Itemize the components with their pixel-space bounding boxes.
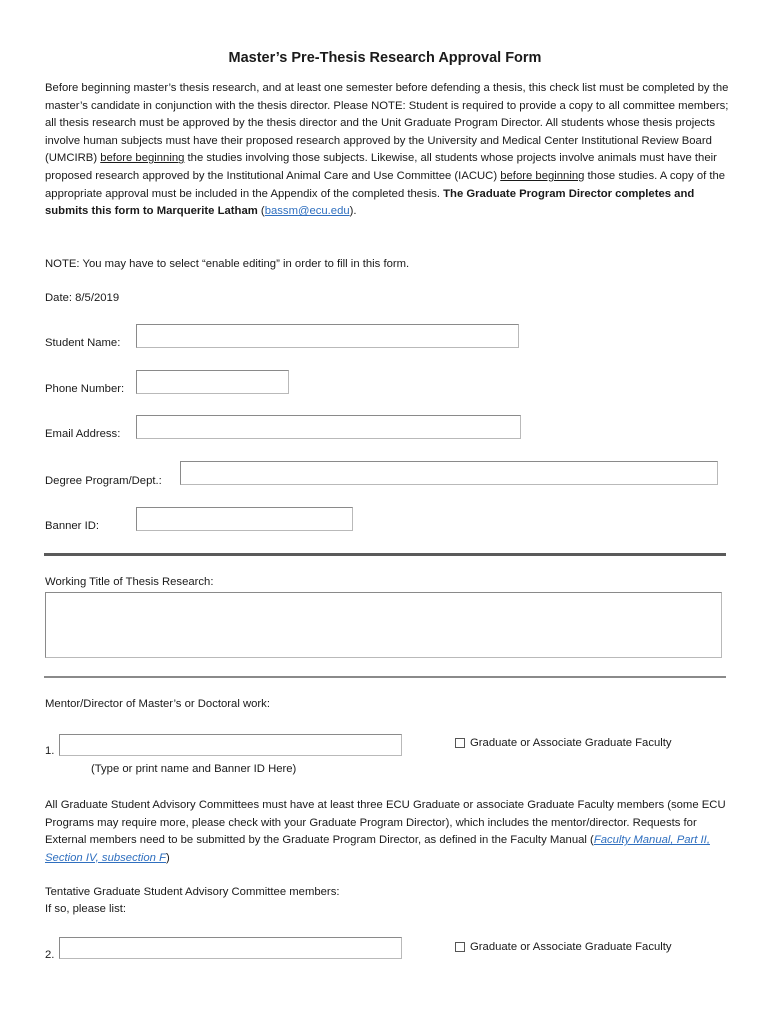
section-divider-2 bbox=[44, 676, 726, 678]
intro-underline-2: before beginning bbox=[500, 169, 585, 182]
member-1-number: 1. bbox=[45, 745, 55, 757]
intro-paragraph bbox=[45, 80, 735, 221]
member-2-faculty-checkbox[interactable] bbox=[455, 942, 465, 952]
page-title: Master’s Pre-Thesis Research Approval Form bbox=[228, 50, 542, 66]
member-1-checkbox-label: Graduate or Associate Graduate Faculty bbox=[470, 737, 672, 749]
form-date: Date: 8/5/2019 bbox=[45, 292, 120, 304]
degree-program-field[interactable] bbox=[180, 461, 718, 485]
student-name-label: Student Name: bbox=[45, 337, 121, 349]
tentative-members-heading: Tentative Graduate Student Advisory Committee members: bbox=[45, 886, 340, 898]
intro-text-3: those studies. A copy of the appropriate approval must be included in the Appendix of the completed thesis. bbox=[45, 169, 726, 200]
banner-id-label: Banner ID: bbox=[45, 520, 100, 532]
faculty-manual-link[interactable]: Faculty Manual, Part II, Section IV, subsection F bbox=[45, 834, 710, 864]
member-1-field[interactable] bbox=[59, 734, 402, 756]
phone-number-label: Phone Number: bbox=[45, 383, 125, 395]
intro-text-1: Before beginning master’s thesis research, and at least one semester before defending a thesis, this check list must be completed by the master’s candidate in conjunction with the thesis director. Please NOTE: Student is required to provide a copy to all committee members; all thesis research must be approved by the thesis director and the Unit Graduate Program Director. All students whose thesis projects involve human subjects must have their proposed research approved by the University and Medical Center Institutional Review Board (UMCIRB) bbox=[45, 82, 729, 165]
enable-editing-note: NOTE: You may have to select “enable editing” in order to fill in this form. bbox=[45, 258, 410, 270]
intro-text-5: ). bbox=[349, 205, 357, 218]
intro-text-2: the studies involving those subjects. Likewise, all students whose projects involve animals must have their proposed research approved by the Institutional Animal Care and Use Committee (IACUC) bbox=[45, 152, 717, 182]
committee-paragraph bbox=[45, 797, 735, 867]
email-address-label: Email Address: bbox=[45, 428, 121, 440]
mentor-label: Mentor/Director of Master’s or Doctoral work: bbox=[45, 698, 270, 710]
intro-bold-text: The Graduate Program Director completes and submits this form to Marquerite Latham bbox=[45, 187, 695, 218]
banner-id-field[interactable] bbox=[136, 507, 353, 531]
intro-text-4: ( bbox=[257, 205, 265, 218]
member-1-hint: (Type or print name and Banner ID Here) bbox=[91, 763, 297, 775]
student-name-field[interactable] bbox=[136, 324, 519, 348]
working-title-label: Working Title of Thesis Research: bbox=[45, 576, 214, 588]
section-divider bbox=[44, 553, 726, 556]
phone-number-field[interactable] bbox=[136, 370, 289, 394]
working-title-field[interactable] bbox=[45, 592, 722, 658]
member-2-number: 2. bbox=[45, 949, 55, 961]
member-1-faculty-checkbox[interactable] bbox=[455, 738, 465, 748]
email-address-field[interactable] bbox=[136, 415, 521, 439]
intro-underline-1: before beginning bbox=[100, 152, 185, 165]
member-2-checkbox-label: Graduate or Associate Graduate Faculty bbox=[470, 941, 672, 953]
member-2-field[interactable] bbox=[59, 937, 402, 959]
degree-program-label: Degree Program/Dept.: bbox=[45, 475, 162, 487]
committee-text-1: All Graduate Student Advisory Committees must have at least three ECU Graduate or associate Graduate Faculty members (some ECU Programs may require more, please check with your Graduate Program Director), which includes the mentor/director. Requests for External members need to be submitted by the Graduate Program Director, as defined in the Faculty Manual ( bbox=[45, 799, 726, 847]
committee-text-2: ) bbox=[165, 851, 170, 864]
tentative-members-subheading: If so, please list: bbox=[45, 903, 126, 915]
email-link[interactable]: bassm@ecu.edu bbox=[264, 205, 350, 218]
